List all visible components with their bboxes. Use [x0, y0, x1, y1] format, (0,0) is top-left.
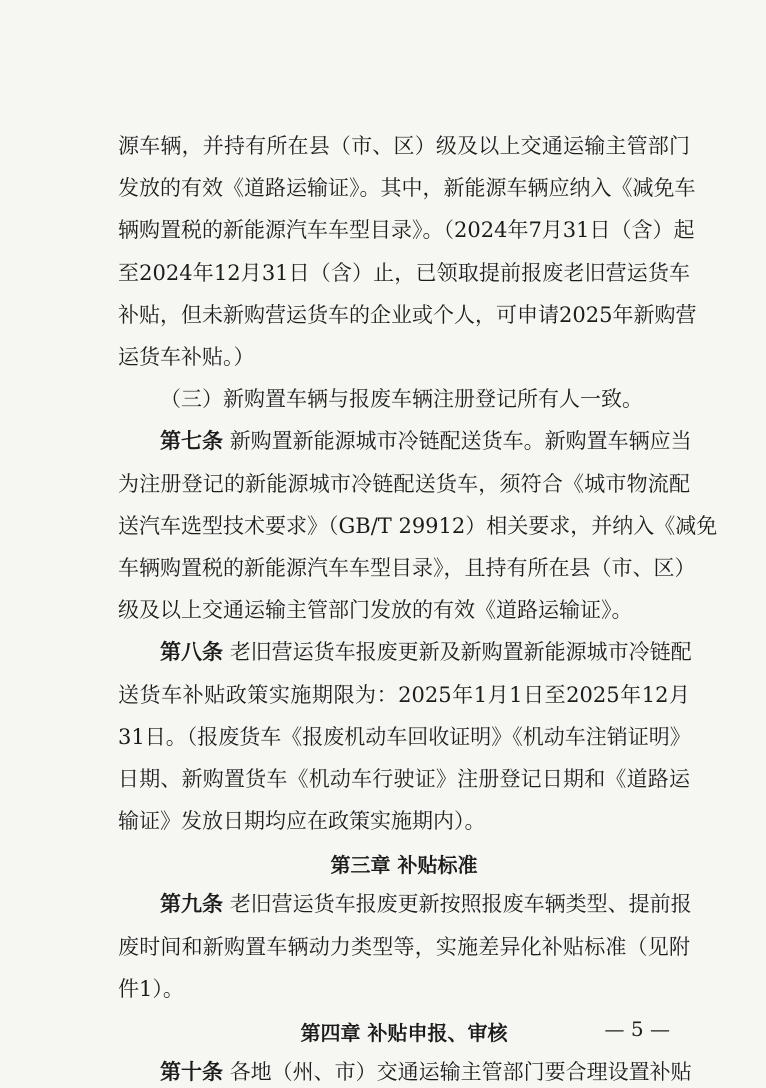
text-line: 31日。（报废货车《报废机动车回收证明》《机动车注销证明》	[118, 724, 691, 749]
text-line: 送货车补贴政策实施期限为：2025年1月1日至2025年12月	[118, 682, 690, 707]
chapter-4-heading: 第四章 补贴申报、审核	[300, 1021, 508, 1045]
text-line: 辆购置税的新能源汽车车型目录》。（2024年7月31日（含）起	[118, 218, 695, 243]
text-line: 车辆购置税的新能源汽车车型目录》，且持有所在县（市、区）	[118, 556, 696, 580]
article-9-heading-line	[160, 889, 690, 920]
article-10-heading-line	[160, 1057, 690, 1088]
chapter-3-heading: 第三章 补贴标准	[330, 853, 478, 878]
text-line: 发放的有效《道路运输证》。其中，新能源车辆应纳入《减免车	[118, 176, 696, 201]
text-line: 至2024年12月31日（含）止，已领取提前报废老旧营运货车	[118, 260, 690, 285]
article-10-label: 第十条	[160, 1060, 223, 1084]
text-line: （三）新购置车辆与报废车辆注册登记所有人一致。	[160, 387, 643, 412]
article-9-label: 第九条	[160, 892, 223, 917]
article-9-first-text: 老旧营运货车报废更新按照报废车辆类型、提前报	[229, 892, 692, 917]
article-10-first-text: 各地（州、市）交通运输主管部门要合理设置补贴	[229, 1060, 692, 1084]
article-8-heading-line	[160, 637, 690, 668]
page-number: — 5 —	[604, 1017, 670, 1041]
text-line: 运货车补贴。）	[118, 345, 255, 369]
text-line: 件1）。	[118, 976, 184, 1001]
text-line: 送汽车选型技术要求》（GB/T 29912）相关要求，并纳入《减免	[118, 513, 718, 538]
article-8-first-text: 老旧营运货车报废更新及新购置新能源城市冷链配	[229, 640, 692, 665]
article-8-label: 第八条	[160, 640, 223, 665]
text-line: 废时间和新购置车辆动力类型等，实施差异化补贴标准（见附	[118, 934, 690, 959]
text-line: 级及以上交通运输主管部门发放的有效《道路运输证》。	[118, 598, 633, 623]
text-line: 补贴，但未新购营运货车的企业或个人，可申请2025年新购营	[118, 302, 697, 327]
article-7-label: 第七条	[160, 429, 223, 454]
text-line: 为注册登记的新能源城市冷链配送货车，须符合《城市物流配	[118, 471, 690, 496]
text-line: 输证》发放日期均应在政策实施期内）。	[118, 809, 486, 834]
article-7-heading-line	[160, 426, 690, 457]
text-line: 源车辆，并持有所在县（市、区）级及以上交通运输主管部门	[118, 134, 690, 158]
article-7-first-text: 新购置新能源城市冷链配送货车。新购置车辆应当	[229, 429, 692, 454]
text-line: 日期、新购置货车《机动车行驶证》注册登记日期和《道路运	[118, 767, 690, 791]
